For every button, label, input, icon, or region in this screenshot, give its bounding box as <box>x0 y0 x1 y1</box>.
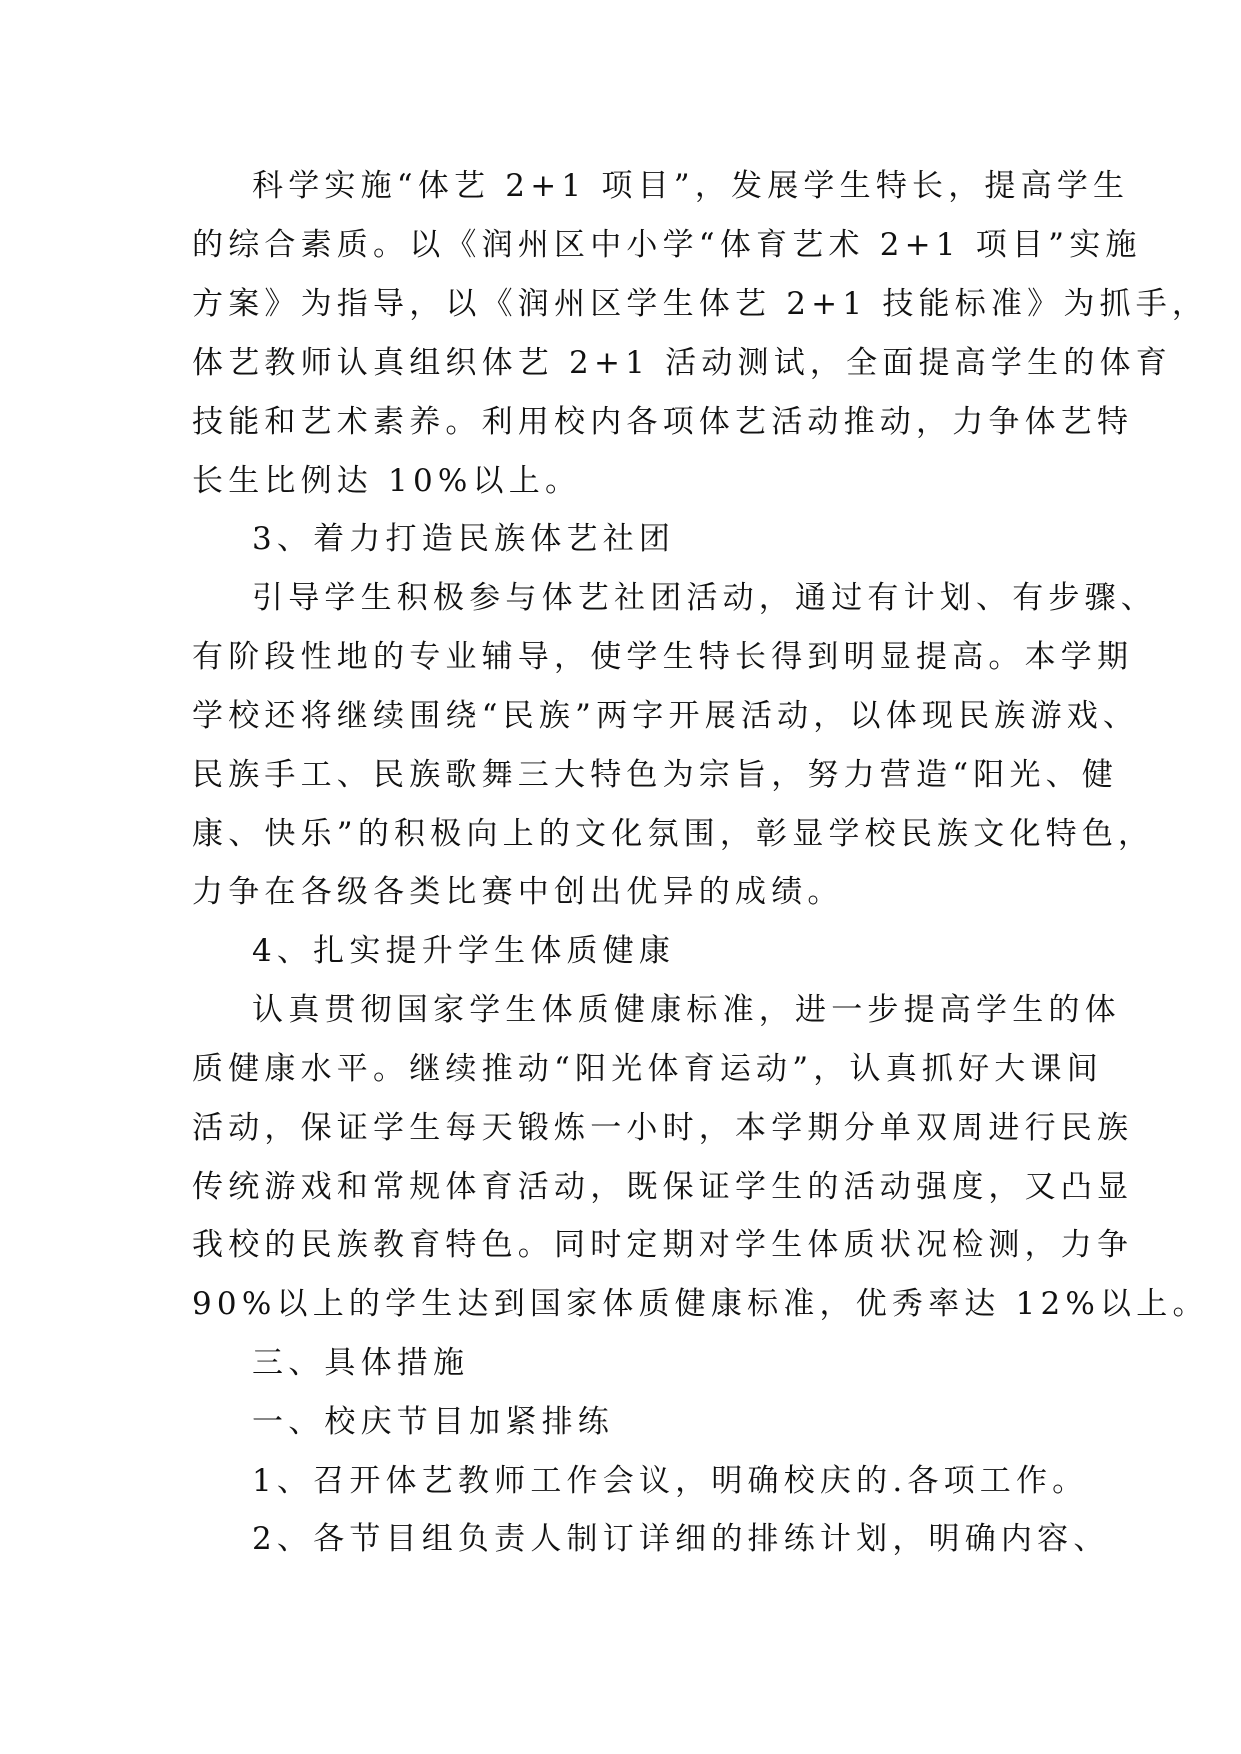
section-heading: 一、校庆节目加紧排练 <box>252 1404 614 1440</box>
paragraph-line: 方案》为指导，以《润州区学生体艺 2+1 技能标准》为抓手， <box>192 286 1209 322</box>
paragraph-line: 质健康水平。继续推动“阳光体育运动”，认真抓好大课间 <box>192 1051 1103 1087</box>
paragraph-line: 传统游戏和常规体育活动，既保证学生的活动强度，又凸显 <box>192 1169 1134 1205</box>
paragraph-line: 的综合素质。以《润州区中小学“体育艺术 2+1 项目”实施 <box>192 227 1142 263</box>
paragraph-line: 民族手工、民族歌舞三大特色为宗旨，努力营造“阳光、健 <box>192 757 1119 793</box>
section-heading: 4、扎实提升学生体质健康 <box>252 933 676 969</box>
section-heading: 3、着力打造民族体艺社团 <box>252 521 676 557</box>
paragraph-line: 体艺教师认真组织体艺 2+1 活动测试，全面提高学生的体育 <box>192 345 1172 381</box>
paragraph-line: 康、快乐”的积极向上的文化氛围，彰显学校民族文化特色， <box>192 816 1155 852</box>
paragraph-line: 活动，保证学生每天锻炼一小时，本学期分单双周进行民族 <box>192 1110 1134 1146</box>
paragraph-line: 1、召开体艺教师工作会议，明确校庆的.各项工作。 <box>252 1463 1089 1499</box>
section-heading: 三、具体措施 <box>252 1345 470 1381</box>
paragraph-line: 力争在各级各类比赛中创出优异的成绩。 <box>192 874 844 910</box>
paragraph-line: 2、各节目组负责人制订详细的排练计划，明确内容、 <box>252 1521 1110 1557</box>
paragraph-line: 科学实施“体艺 2+1 项目”，发展学生特长，提高学生 <box>252 168 1130 204</box>
paragraph-line: 有阶段性地的专业辅导，使学生特长得到明显提高。本学期 <box>192 639 1134 675</box>
paragraph-line: 我校的民族教育特色。同时定期对学生体质状况检测，力争 <box>192 1227 1134 1263</box>
paragraph-line: 认真贯彻国家学生体质健康标准，进一步提高学生的体 <box>252 992 1121 1028</box>
paragraph-line: 引导学生积极参与体艺社团活动，通过有计划、有步骤、 <box>252 580 1157 616</box>
paragraph-line: 长生比例达 10%以上。 <box>192 463 582 499</box>
paragraph-line: 学校还将继续围绕“民族”两字开展活动，以体现民族游戏、 <box>192 698 1140 734</box>
paragraph-line: 90%以上的学生达到国家体质健康标准，优秀率达 12%以上。 <box>192 1286 1209 1322</box>
paragraph-line: 技能和艺术素养。利用校内各项体艺活动推动，力争体艺特 <box>192 404 1134 440</box>
